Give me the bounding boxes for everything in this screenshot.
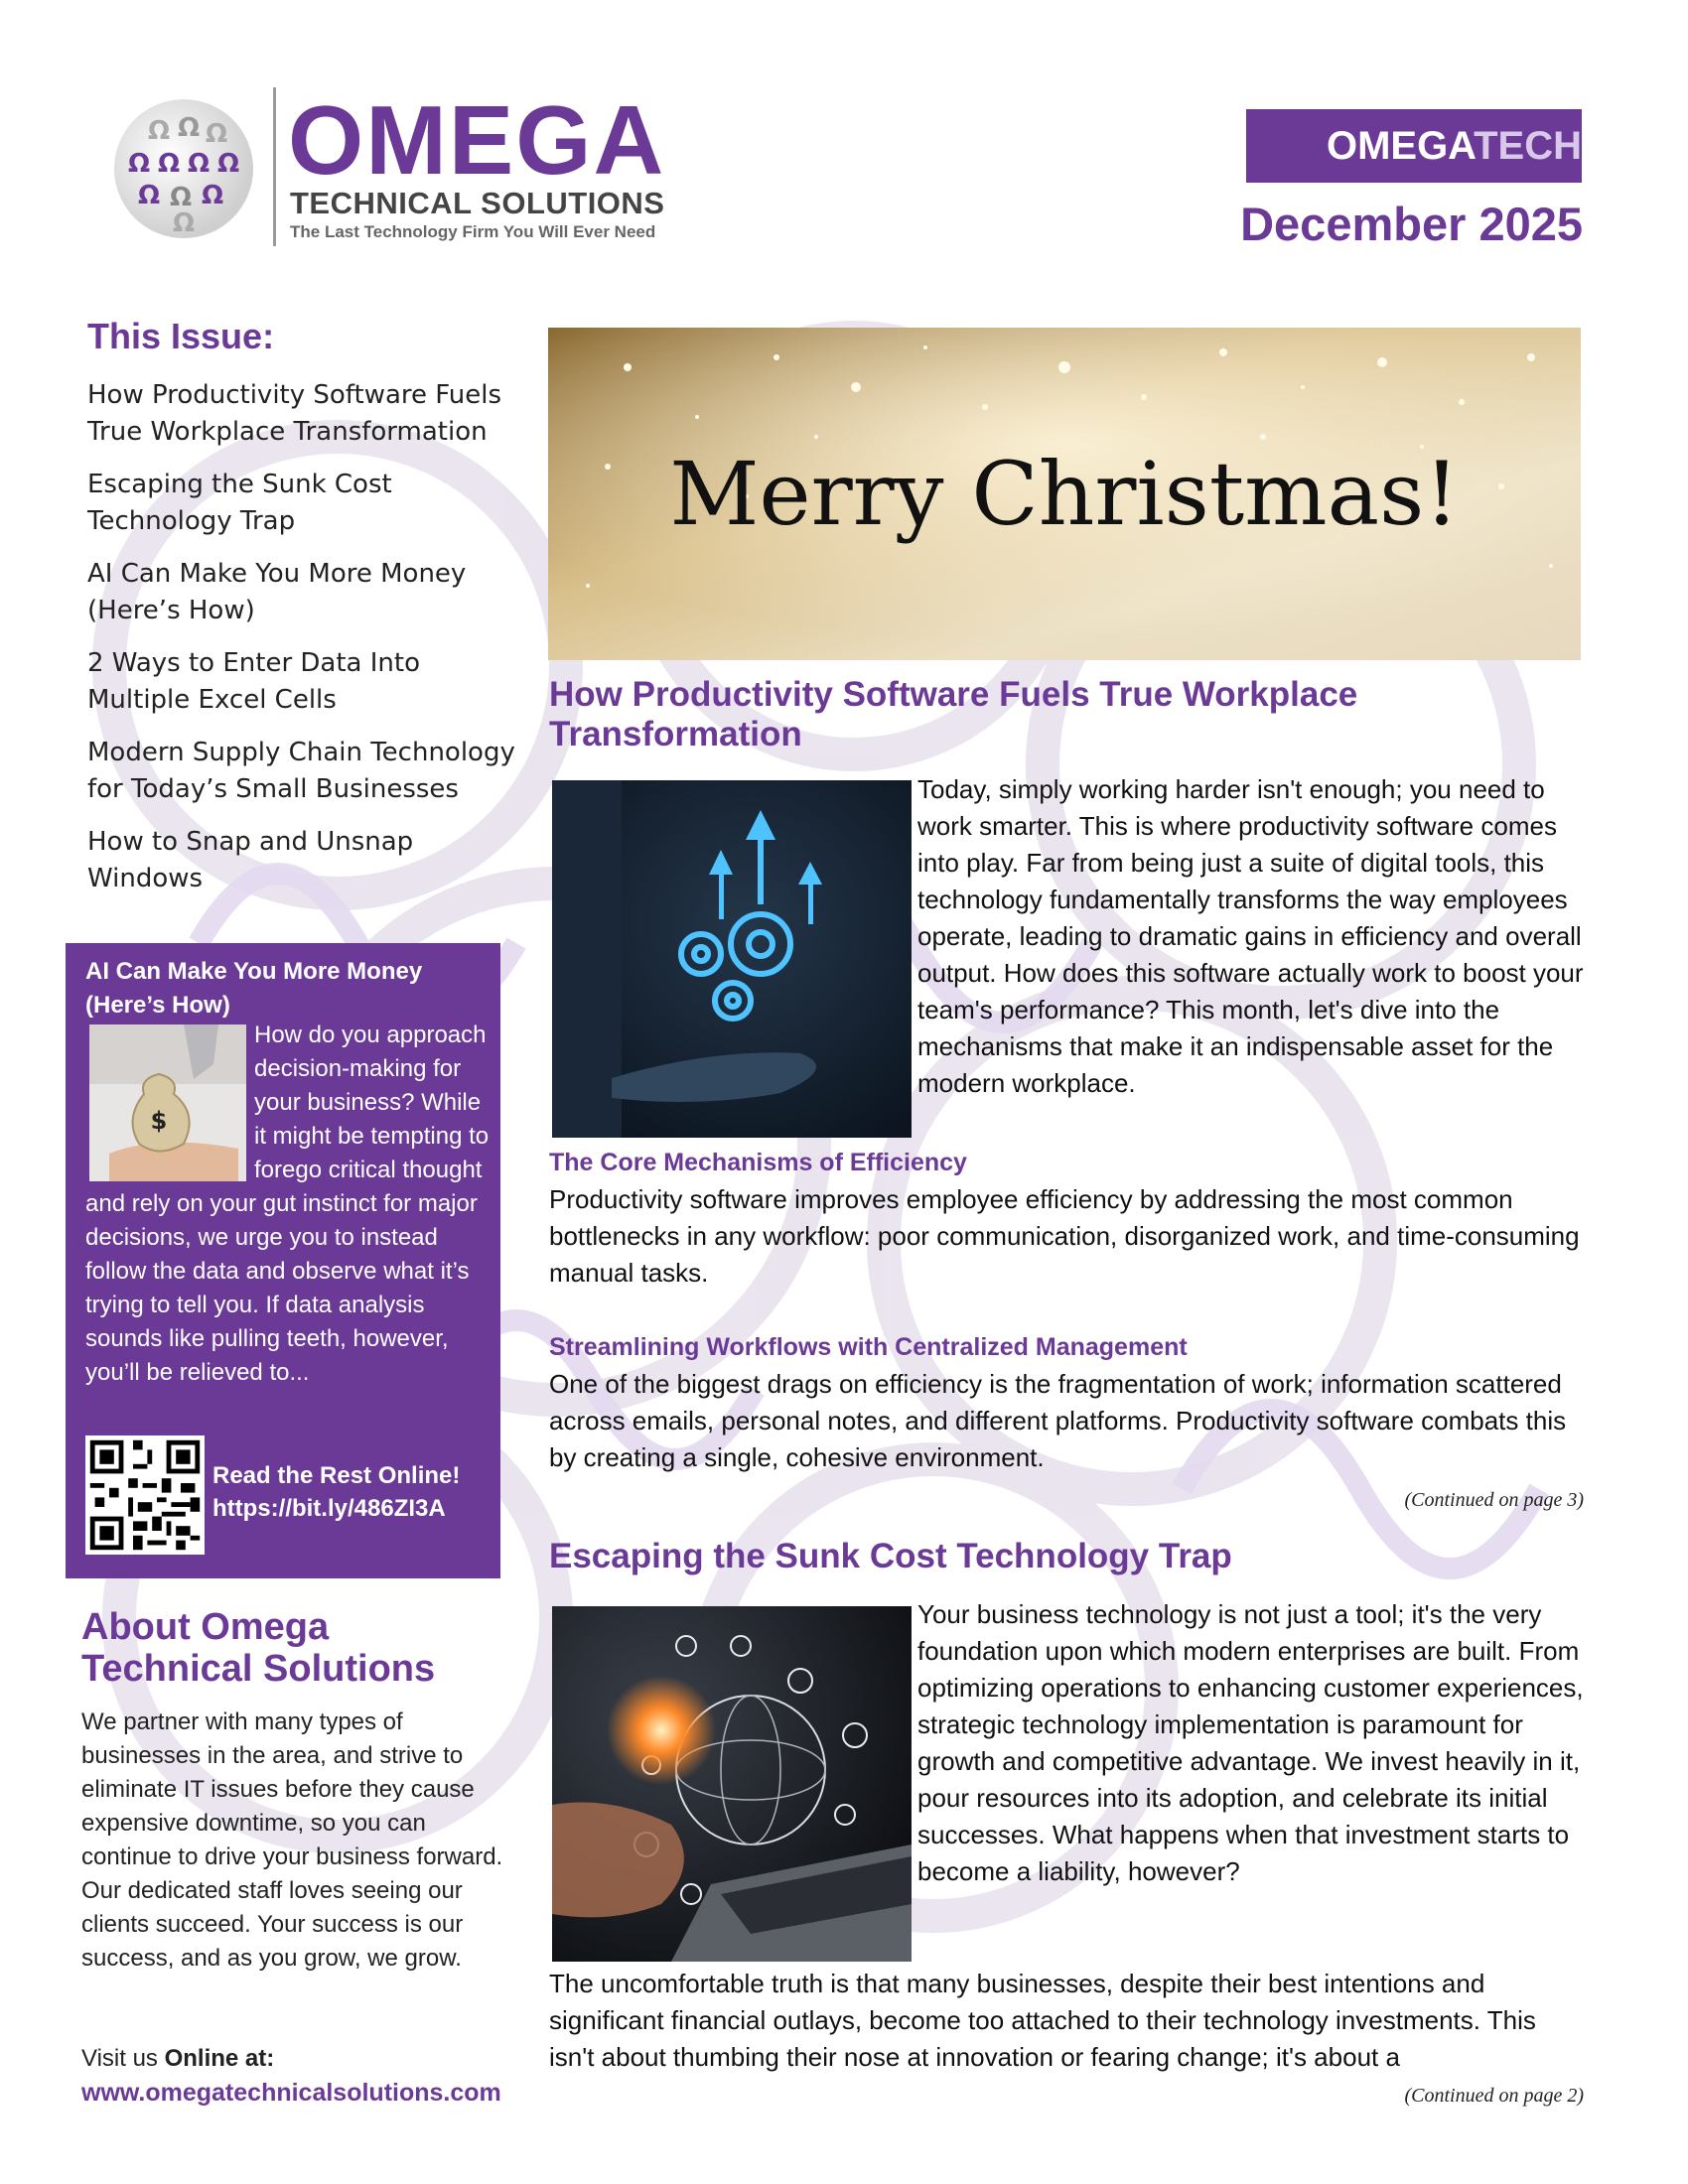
logo-brand: OMEGA — [288, 85, 666, 195]
article1-subheading: The Core Mechanisms of Efficiency — [549, 1149, 967, 1176]
issue-date: December 2025 — [1240, 198, 1583, 250]
about-body: We partner with many types of businesses in the area, and strive to eliminate IT issues before they cause expensive downtime, so you can continue to drive your business forward. Our dedicated staff loves seeing our clients succeed. Your success is our success, and as you grow, we grow. — [81, 1708, 503, 1972]
toc-title: This Issue: — [87, 316, 275, 356]
article2-paragraph: The uncomfortable truth is that many businesses, despite their best intentions and significant financial outlays, become too attached to their technology investments. This isn't about thumbing their nose at innovation or fearing change; it's about a — [549, 1969, 1536, 2072]
ai-box-body: How do you approach decision-making for your business? While it might be tempting to forego critical thought and rely on your gut instinct for major decisions, we urge you to instead follow the data and observe what it’s trying to tell you. If data analysis sounds like pulling teeth, however, you’ll be relieved to... — [85, 1022, 490, 1386]
svg-text:Ω: Ω — [205, 119, 228, 149]
svg-text:Ω: Ω — [172, 208, 196, 238]
logo-subtitle: TECHNICAL SOLUTIONS — [290, 186, 665, 220]
christmas-banner — [548, 328, 1581, 660]
svg-text:$: $ — [150, 1107, 168, 1135]
svg-text:Ω: Ω — [169, 183, 193, 212]
article1-intro: Today, simply working harder isn't enough; you need to work smarter. This is where productivity software comes into play. Far from being just a suite of digital tools, this technology fundamentally transforms the way employees operate, leading to dramatic gains in efficiency and overall output. How does this software actually work to boost your team's performance? This month, let's dive into the mechanisms that make it an indispensable asset for the modern workplace. — [917, 774, 1584, 1098]
svg-text:Ω: Ω — [201, 181, 224, 210]
omega-globe-logo — [109, 94, 258, 243]
banner-text: Merry Christmas! — [669, 443, 1460, 545]
toc-item[interactable]: 2 Ways to Enter Data Into Multiple Excel Cells — [87, 648, 420, 715]
toc-item[interactable]: Modern Supply Chain Technology for Today’s Small Businesses — [87, 738, 515, 804]
article2-intro: Your business technology is not just a tool; it's the very foundation upon which modern enterprises are built. From optimizing operations to enhancing customer experiences, strategic technology implementation is paramount for growth and competitive advantage. We invest heavily in it, pour resources into its adoption, and celebrate its initial successes. What happens when that investment starts to become a liability, however? — [917, 1599, 1584, 1886]
newsletter-badge — [1246, 109, 1582, 183]
article1-continued: (Continued on page 3) — [1404, 1489, 1584, 1511]
toc-list — [87, 377, 524, 913]
gears-arrows-photo — [552, 780, 912, 1138]
logo-tagline: The Last Technology Firm You Will Ever Need — [290, 222, 656, 241]
about-title: About Omega Technical Solutions — [81, 1606, 436, 1690]
article1-paragraph: Productivity software improves employee efficiency by addressing the most common bottlenecks in any workflow: poor communication, disorganized work, and time-consuming manual tasks. — [549, 1184, 1580, 1288]
about-visit: Visit us Online at: — [81, 2045, 275, 2072]
website-link[interactable]: www.omegatechnicalsolutions.com — [81, 2079, 501, 2107]
article1-paragraph: One of the biggest drags on efficiency is the fragmentation of work; information scattered across emails, personal notes, and different platforms. Productivity software combats this by creating a single, cohesive environment. — [549, 1369, 1567, 1472]
logo-divider — [273, 87, 276, 246]
badge-omega: OMEGA — [1326, 124, 1475, 168]
toc-item[interactable]: AI Can Make You More Money (Here’s How) — [87, 559, 467, 625]
svg-text:Ω: Ω — [216, 149, 240, 179]
article1-title: How Productivity Software Fuels True Workplace Transformation — [549, 675, 1358, 753]
svg-text:Ω: Ω — [177, 113, 201, 143]
toc-item[interactable]: Escaping the Sunk Cost Technology Trap — [87, 470, 392, 536]
ai-feature-box — [66, 943, 500, 1578]
read-more-link[interactable]: https://bit.ly/486ZI3A — [212, 1495, 446, 1522]
svg-text:Ω: Ω — [137, 181, 161, 210]
network-laptop-photo — [552, 1606, 912, 1962]
ai-box-title: AI Can Make You More Money (Here’s How) — [85, 958, 423, 1019]
badge-tech: TECH — [1474, 124, 1582, 168]
article2-continued: (Continued on page 2) — [1404, 2085, 1584, 2107]
svg-text:Ω: Ω — [157, 149, 181, 179]
read-more-label: Read the Rest Online! — [212, 1462, 461, 1489]
svg-text:Ω: Ω — [127, 149, 151, 179]
article2-title: Escaping the Sunk Cost Technology Trap — [549, 1537, 1232, 1575]
toc-item[interactable]: How Productivity Software Fuels True Workplace Transformation — [87, 380, 502, 447]
qr-code[interactable] — [85, 1435, 205, 1555]
svg-text:Ω: Ω — [147, 116, 171, 146]
svg-text:Ω: Ω — [187, 149, 211, 179]
toc-item[interactable]: How to Snap and Unsnap Windows — [87, 827, 414, 893]
article1-subheading: Streamlining Workflows with Centralized Management — [549, 1333, 1188, 1361]
